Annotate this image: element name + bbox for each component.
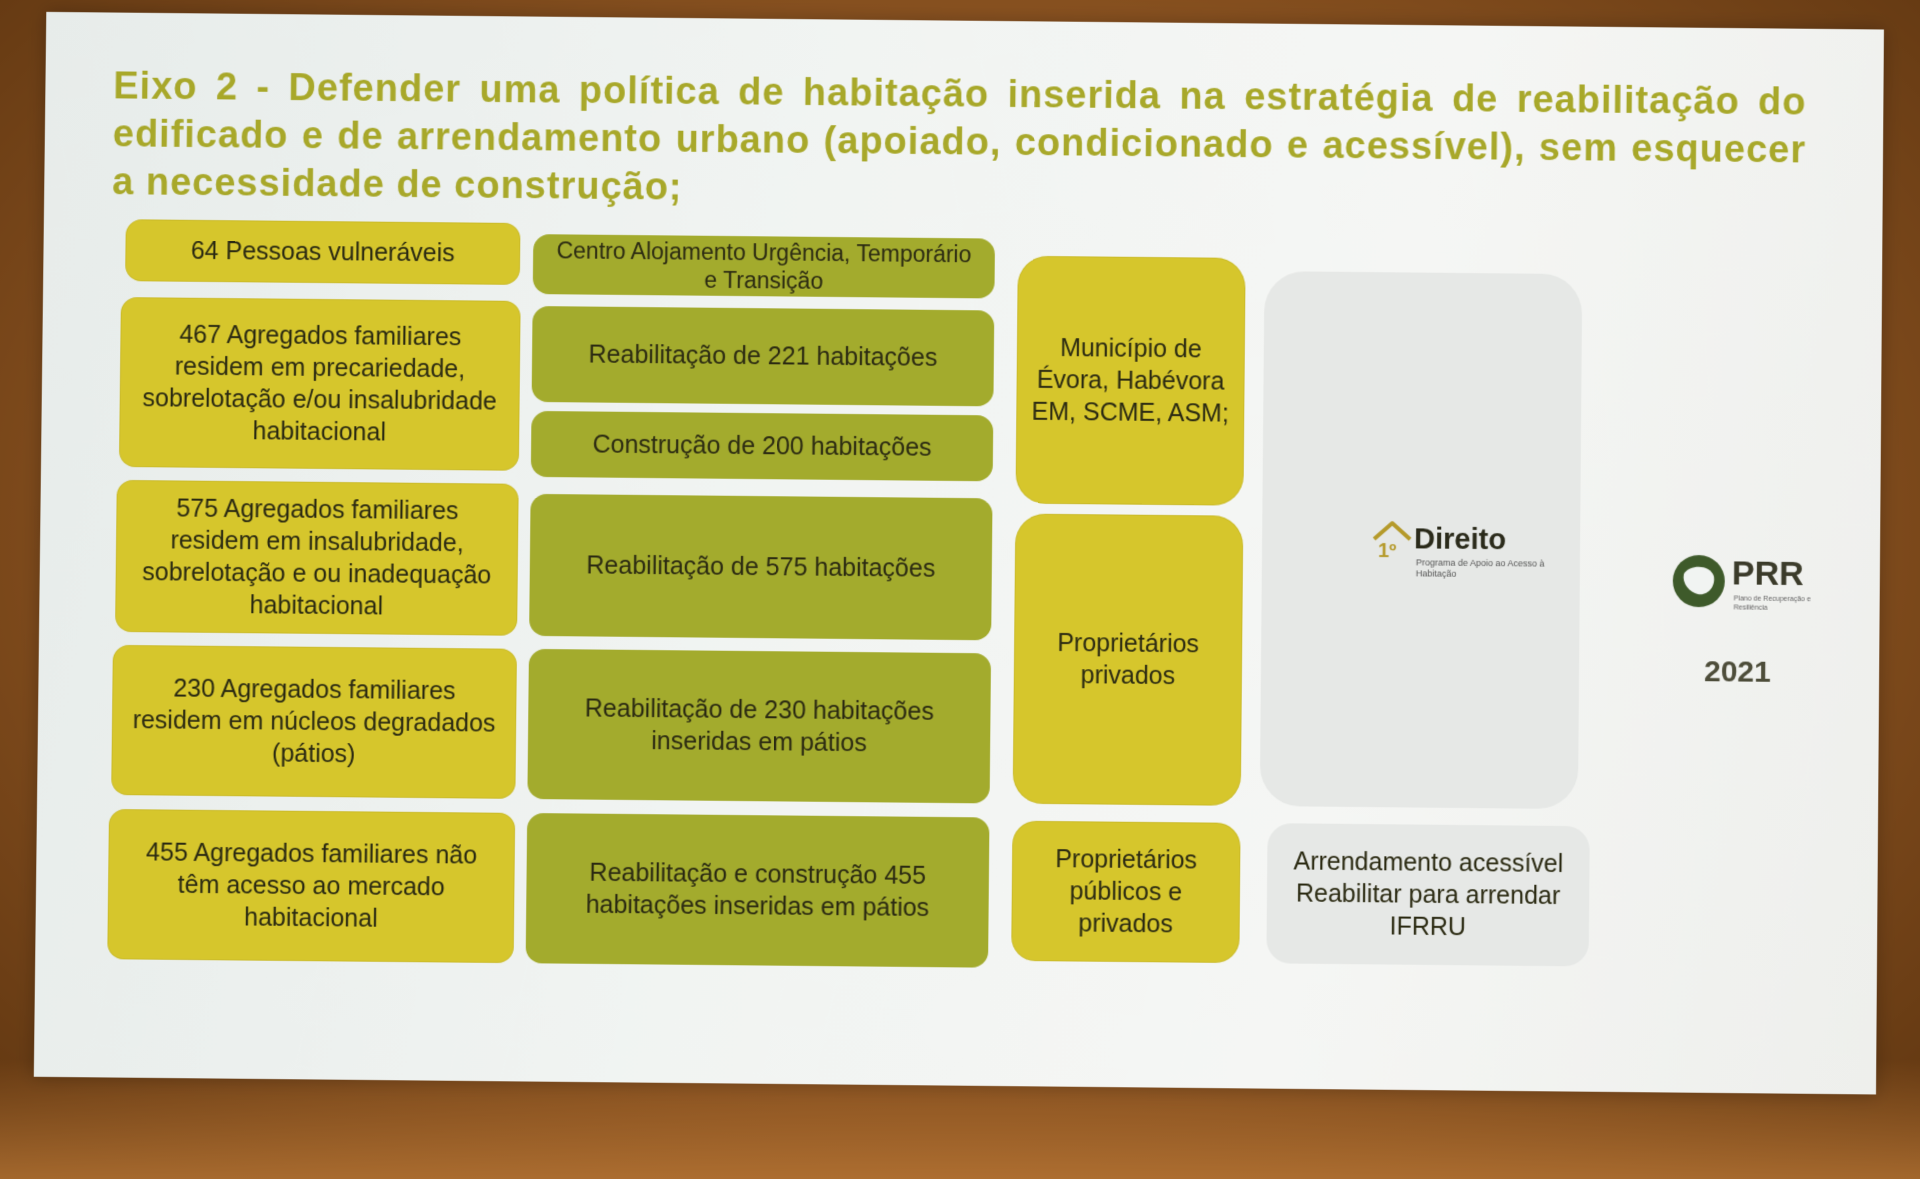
actor-box-3: Proprietários públicos e privados <box>1011 821 1240 963</box>
action-box-4: Reabilitação de 575 habitações <box>529 494 992 640</box>
year-label: 2021 <box>1703 655 1771 689</box>
actor-box-1: Município de Évora, Habévora EM, SCME, ASM; <box>1015 256 1245 506</box>
prr-logo-subtitle: Plano de Recuperação e Resiliência <box>1733 595 1811 612</box>
need-box-5: 455 Agregados familiares não têm acesso ao mercado habitacional <box>107 809 515 963</box>
actor-box-2: Proprietários privados <box>1013 514 1244 806</box>
svg-text:1º: 1º <box>1377 540 1397 563</box>
slide-title: Eixo 2 - Defender uma política de habitação inserida na estratégia de reabilitação do edificado e de arrendamento urbano (apoiado, condicionado e acessível), sem esquecer a necessidade de construção; <box>112 65 1807 209</box>
need-box-3: 575 Agregados familiares residem em insalubridade, sobrelotação e ou inadequação habitacional <box>115 480 519 636</box>
need-box-4: 230 Agregados familiares residem em núcleos degradados (pátios) <box>111 645 517 799</box>
projection-screen <box>34 12 1884 1095</box>
need-box-2: 467 Agregados familiares residem em precariedade, sobrelotação e/ou insalubridade habitacional <box>119 297 521 471</box>
arrendamento-line-1: Arrendamento acessível <box>1293 847 1564 879</box>
arrendamento-line-2: Reabilitar para arrendar <box>1295 879 1561 911</box>
direito-logo-subtitle: Programa de Apoio ao Acesso à Habitação <box>1415 557 1545 579</box>
action-box-3: Construção de 200 habitações <box>531 411 994 481</box>
direito-logo-text: Direito <box>1413 523 1507 557</box>
house-icon <box>1370 519 1414 563</box>
arrendamento-line-3: IFRRU <box>1389 912 1467 942</box>
action-box-5: Reabilitação de 230 habitações inseridas em pátios <box>527 649 991 804</box>
prr-logo <box>1669 552 1830 624</box>
prr-logo-text: PRR <box>1731 554 1804 594</box>
action-box-1: Centro Alojamento Urgência, Temporário e Transição <box>533 234 995 298</box>
prr-emblem-icon <box>1670 552 1728 611</box>
action-box-2: Reabilitação de 221 habitações <box>532 306 995 406</box>
need-box-1: 64 Pessoas vulneráveis <box>125 219 520 285</box>
arrendamento-box <box>1266 823 1589 966</box>
action-box-6: Reabilitação e construção 455 habitações inseridas em pátios <box>526 813 990 968</box>
direito-logo <box>1370 519 1590 581</box>
